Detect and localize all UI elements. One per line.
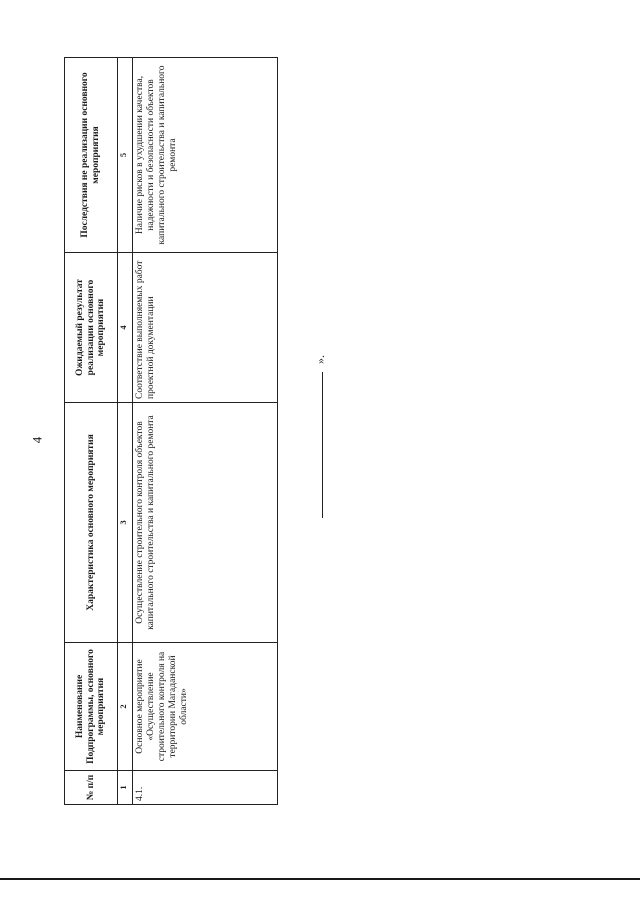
subprogram-table (64, 57, 278, 805)
column-number: 2 (118, 643, 133, 771)
row-number: 4.1. (133, 771, 278, 805)
column-number: 5 (118, 58, 133, 253)
table-container (64, 58, 278, 805)
header-characteristic: Характеристика основного мероприятия (65, 403, 118, 643)
column-number-row (118, 58, 133, 805)
column-number: 1 (118, 771, 133, 805)
closing-mark: ». (313, 355, 327, 364)
row-name: Основное мероприятие «Осуществление строительного контроля на территории Магаданской области» (133, 643, 278, 771)
row-characteristic: Осуществление строительного контроля объектов капитального строительства и капитального ремонта (133, 403, 278, 643)
row-consequences: Наличие рисков в ухудшении качества, надежности и безопасности объектов капитального строительства и капитального ремонта (133, 58, 278, 253)
page-number: 4 (29, 436, 45, 444)
header-number: № п/п (65, 771, 118, 805)
table-header-row (65, 58, 118, 805)
header-expected-result: Ожидаемый результат реализации основного мероприятия (65, 253, 118, 403)
table-row (133, 58, 278, 805)
row-expected-result: Соответствие выполняемых работ проектной документации (133, 253, 278, 403)
column-number: 3 (118, 403, 133, 643)
header-name: Наименование Подпрограммы, основного мероприятия (65, 643, 118, 771)
header-consequences: Последствия не реализации основного мероприятия (65, 58, 118, 253)
signature-line (322, 372, 323, 518)
column-number: 4 (118, 253, 133, 403)
bottom-border (0, 878, 640, 880)
